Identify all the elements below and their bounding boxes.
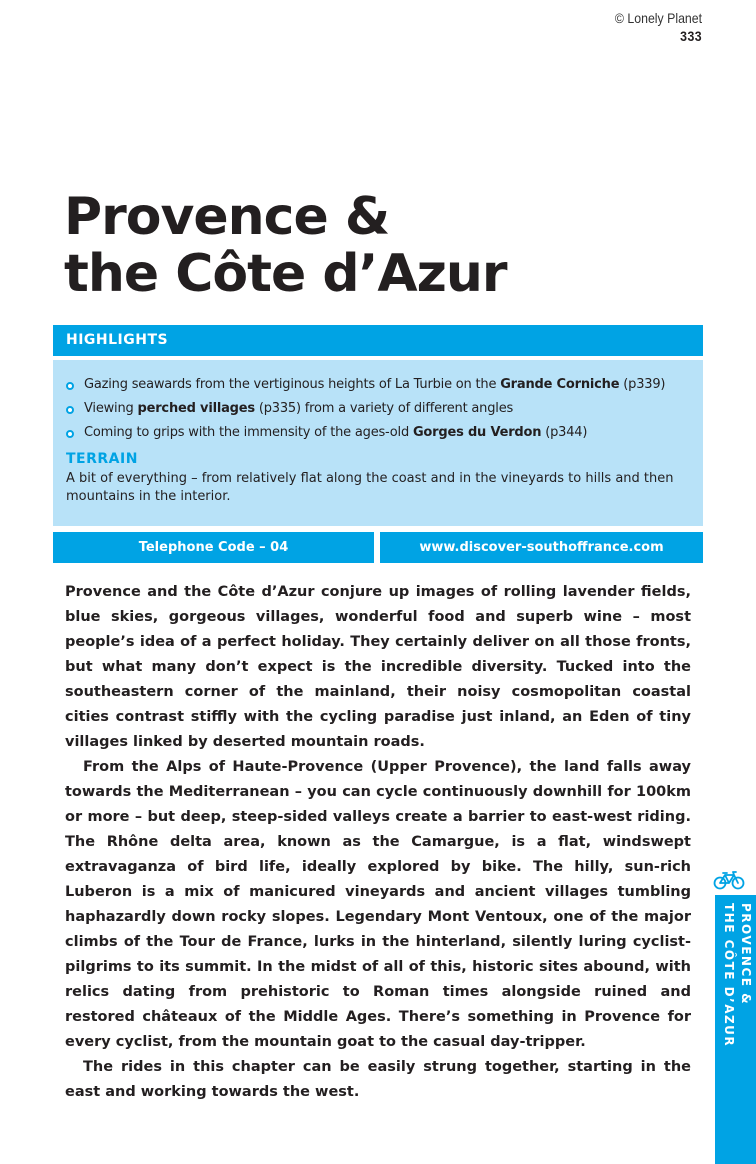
bullet-icon — [66, 430, 74, 438]
body-paragraph: The rides in this chapter can be easily strung together, starting in the east and working towards the west. — [65, 1059, 691, 1100]
side-tab-line-1: PROVENCE & — [739, 903, 753, 1006]
chapter-title-line-2: the Côte d’Azur — [64, 244, 507, 304]
highlight-item — [66, 421, 690, 445]
highlight-text: Coming to grips with the immensity of the ages-old — [84, 425, 413, 440]
copyright-text: © Lonely Planet — [614, 10, 702, 26]
highlight-text: (p344) — [541, 425, 588, 440]
side-tab-label — [717, 903, 754, 1047]
highlight-text: (p339) — [619, 377, 666, 392]
highlight-emphasis: perched villages — [137, 401, 255, 416]
terrain-text: A bit of everything – from relatively flat along the coast and in the vineyards to hills and then mountains in the interior. — [66, 471, 674, 504]
highlight-item — [66, 373, 690, 397]
highlight-text: Viewing — [84, 401, 138, 416]
telephone-code: Telephone Code – 04 — [53, 532, 374, 563]
page-header — [615, 9, 702, 45]
highlights-list — [66, 373, 690, 445]
chapter-title-line-1: Provence & — [64, 187, 390, 247]
bullet-icon — [66, 406, 74, 414]
highlight-text: Gazing seawards from the vertiginous heights of La Turbie on the — [84, 377, 501, 392]
bicycle-icon — [713, 870, 745, 890]
side-tab-line-2: THE CÔTE D’AZUR — [722, 903, 736, 1048]
website-link[interactable]: www.discover-southoffrance.com — [380, 532, 703, 563]
highlight-text: (p335) from a variety of different angles — [254, 401, 514, 416]
chapter-title — [64, 189, 507, 303]
highlight-item — [66, 397, 690, 421]
body-paragraph: From the Alps of Haute-Provence (Upper Provence), the land falls away towards the Mediterranean – you can cycle continuously downhill for 100km or more – but deep, steep-sided valleys create a barrier to east-west riding. The Rhône delta area, known as the Camargue, is a flat, windswept extravaganza of bird life, ideally explored by bike. The hilly, sun-rich Luberon is a mix of manicured vineyards and ancient villages tumbling haphazardly down rocky slopes. Legendary Mont Ventoux, one of the major climbs of the Tour de France, lurks in the hinterland, silently luring cyclist-pilgrims to its summit. In the midst of all of this, historic sites abound, with relics dating from prehistoric to Roman times alongside ruined and restored châteaux of the Middle Ages. There’s something in Provence for every cyclist, from the mountain goat to the casual day-tripper. — [65, 759, 691, 1050]
bullet-icon — [66, 382, 74, 390]
page-number: 333 — [680, 28, 702, 44]
highlight-emphasis: Grande Corniche — [500, 377, 620, 392]
chapter-side-tab — [715, 895, 756, 1164]
body-paragraph: Provence and the Côte d’Azur conjure up images of rolling lavender fields, blue skies, gorgeous villages, wonderful food and superb wine – most people’s idea of a perfect holiday. They certainly deliver on all those fronts, but what many don’t expect is the incredible diversity. Tucked into the southeastern corner of the mainland, their noisy cosmopolitan coastal cities contrast stiffly with the cycling paradise just inland, an Eden of tiny villages linked by deserted mountain roads. — [65, 584, 691, 750]
terrain-heading: TERRAIN — [66, 451, 138, 467]
highlight-emphasis: Gorges du Verdon — [412, 425, 542, 440]
highlights-heading: HIGHLIGHTS — [53, 325, 703, 356]
highlights-box — [53, 360, 703, 526]
body-text — [65, 580, 691, 1105]
